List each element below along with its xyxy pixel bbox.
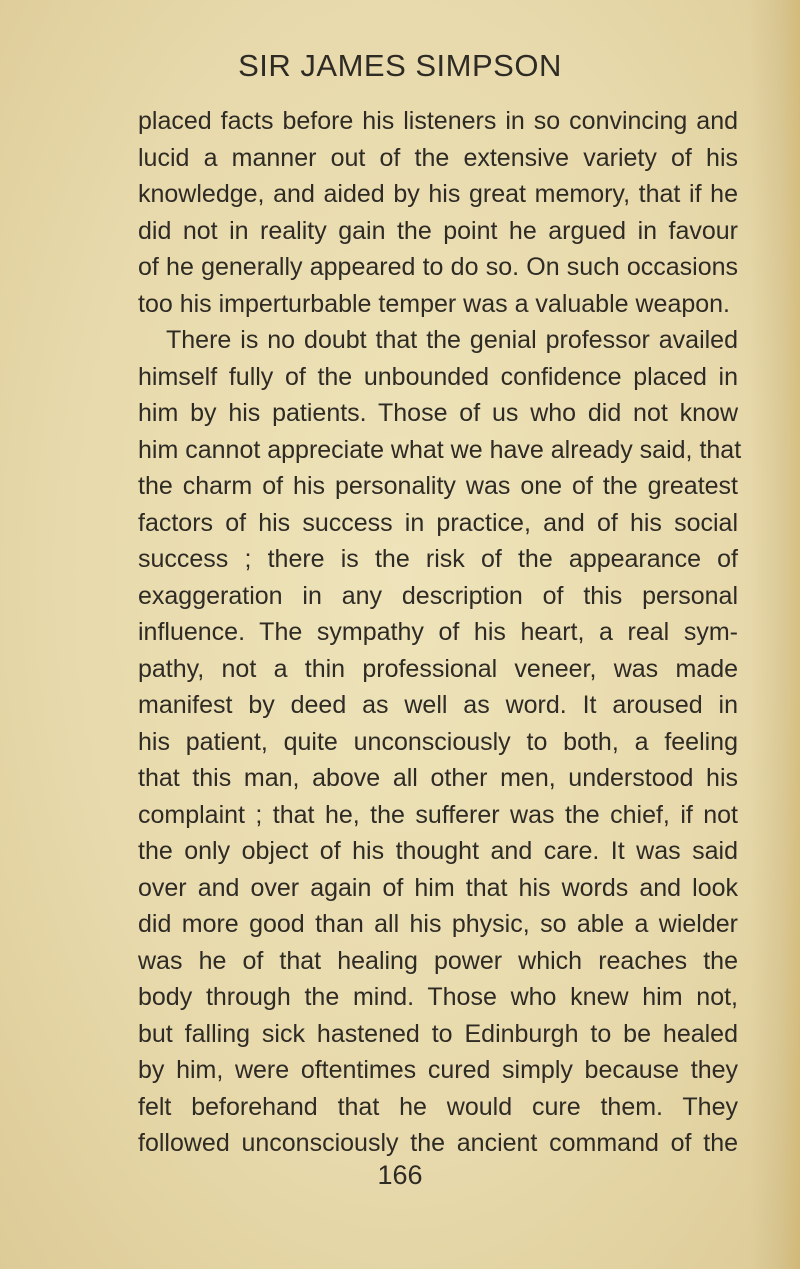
- text-line: exaggeration in any description of this personal: [138, 581, 738, 610]
- running-title: SIR JAMES SIMPSON: [238, 48, 562, 83]
- text-line: did more good than all his physic, so able a wielder: [138, 910, 738, 938]
- text-line: but falling sick hastened to Edinburgh to be healed: [138, 1019, 738, 1048]
- text-line: complaint ; that he, the sufferer was the chief, if not: [138, 800, 738, 829]
- text-line: pathy, not a thin professional veneer, was made: [138, 654, 738, 683]
- text-line: him cannot appreciate what we have already said, that: [138, 435, 742, 464]
- text-line: lucid a manner out of the extensive variety of his: [138, 143, 738, 172]
- text-line: himself fully of the unbounded confidence placed in: [138, 362, 738, 391]
- text-line: body through the mind. Those who knew him not,: [138, 983, 738, 1011]
- text-line: his patient, quite unconsciously to both, a feeling: [138, 727, 738, 756]
- text-line: placed facts before his listeners in so convincing and: [138, 107, 738, 135]
- page-number: 166: [377, 1160, 423, 1190]
- text-line: him by his patients. Those of us who did not know: [138, 399, 738, 427]
- body-text: [138, 103, 742, 1162]
- text-line: that this man, above all other men, understood his: [138, 764, 738, 792]
- text-line: was he of that healing power which reaches the: [138, 946, 738, 975]
- text-line: of he generally appeared to do so. On such occasions: [138, 253, 738, 281]
- text-line: did not in reality gain the point he argued in favour: [138, 216, 738, 245]
- text-line: the charm of his personality was one of the greatest: [138, 472, 738, 500]
- text-line: the only object of his thought and care. It was said: [138, 837, 738, 865]
- text-line: influence. The sympathy of his heart, a real sym-: [138, 618, 738, 646]
- text-line: knowledge, and aided by his great memory, that if he: [138, 180, 738, 208]
- text-line: by him, were oftentimes cured simply because they: [138, 1056, 738, 1084]
- text-line: too his imperturbable temper was a valuable weapon.: [138, 289, 731, 318]
- text-line: There is no doubt that the genial professor availed: [166, 326, 738, 354]
- text-line: success ; there is the risk of the appearance of: [138, 545, 738, 573]
- text-line: over and over again of him that his words and look: [138, 873, 738, 902]
- text-line: factors of his success in practice, and of his social: [138, 508, 738, 537]
- text-line: felt beforehand that he would cure them. They: [138, 1092, 738, 1121]
- page-edge-shadow: [750, 0, 800, 1269]
- text-line: followed unconsciously the ancient command of the: [138, 1129, 738, 1157]
- text-line: manifest by deed as well as word. It aroused in: [138, 691, 738, 719]
